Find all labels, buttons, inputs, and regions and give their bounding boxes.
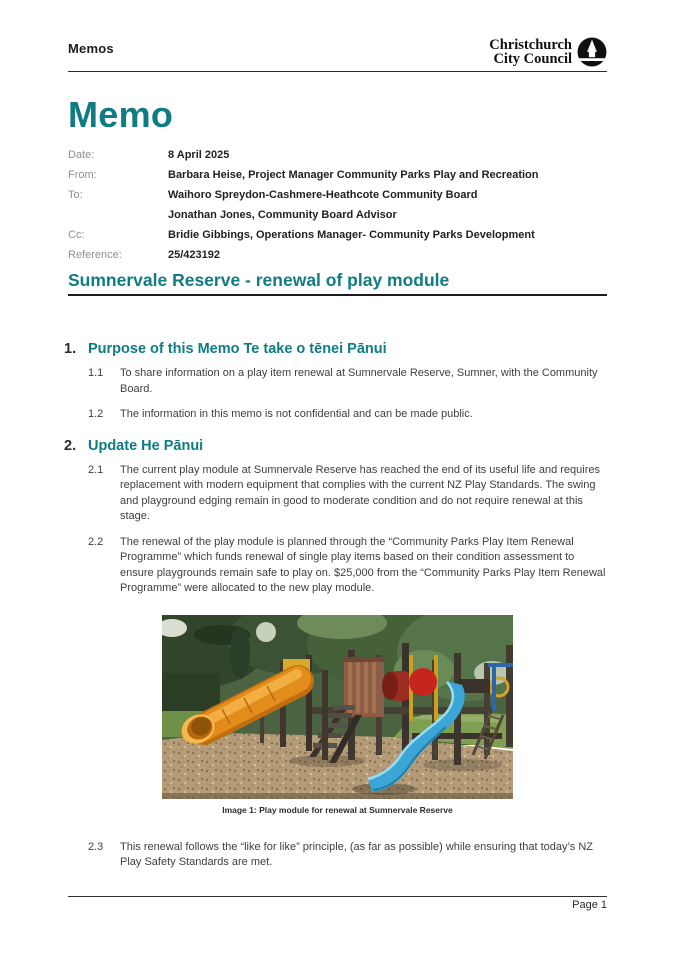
playground-figure: [162, 615, 513, 815]
meta-label-to: To:: [68, 189, 83, 201]
meta-value-date: 8 April 2025: [168, 149, 230, 161]
header-rule: [68, 71, 607, 72]
meta-row-from: [68, 165, 607, 185]
meta-label-cc: Cc:: [68, 229, 85, 241]
item-number: 2.3: [88, 840, 104, 853]
page-footer: [68, 896, 607, 911]
memo-subject: Sumnervale Reserve - renewal of play module: [68, 270, 450, 290]
section-heading: [64, 437, 607, 456]
meta-label-reference: Reference:: [68, 249, 122, 261]
meta-value-from: Barbara Heise, Project Manager Community Parks Play and Recreation: [168, 169, 539, 181]
meta-value-to-line1: Waihoro Spreydon-Cashmere-Heathcote Community Board: [168, 189, 478, 201]
section-update: [64, 437, 607, 871]
meta-value-to-line2: Jonathan Jones, Community Board Advisor: [168, 209, 397, 221]
memo-meta: [68, 145, 607, 265]
ccc-logo-icon: [577, 37, 607, 67]
page-number: Page 1: [572, 899, 607, 911]
section-number: 2.: [64, 437, 77, 454]
item-text: To share information on a play item renewal at Sumnervale Reserve, Sumner, with the Community Board.: [120, 367, 598, 395]
memo-item-2-1: [88, 463, 607, 525]
meta-value-reference: 25/423192: [168, 249, 220, 261]
meta-row-to: [68, 185, 607, 225]
ccc-logo: [489, 37, 607, 67]
playground-photo: [162, 615, 513, 799]
item-number: 2.2: [88, 535, 104, 548]
meta-label-from: From:: [68, 169, 97, 181]
item-text: The renewal of the play module is planned through the “Community Parks Play Item Renewal Programme” which funds renewal of single play items based on their condition assessment to ensure playgrounds remain safe to play on. $25,000 from the “Community Parks Play Item Renewal Programme” were allocated to the new play module.: [120, 535, 606, 594]
running-header-title: Memos: [68, 41, 114, 56]
subject-rule: [68, 294, 607, 296]
item-number: 1.1: [88, 367, 104, 379]
section-title: Update He Pānui: [88, 437, 204, 454]
item-text: This renewal follows the “like for like” principle, (as far as possible) while ensuring that today’s NZ Play Safety Standards are met.: [120, 840, 593, 868]
ccc-logo-text: [489, 39, 572, 66]
footer-rule: [68, 896, 607, 897]
running-header: [68, 0, 607, 71]
ccc-logo-line2: City Council: [493, 50, 572, 67]
meta-row-date: [68, 145, 607, 165]
item-number: 1.2: [88, 408, 104, 420]
item-text: The information in this memo is not confidential and can be made public.: [120, 408, 473, 420]
section-number: 1.: [64, 341, 77, 357]
meta-row-cc: [68, 225, 607, 245]
section-title: Purpose of this Memo Te take o tēnei Pānui: [88, 341, 387, 357]
meta-value-cc: Bridie Gibbings, Operations Manager- Community Parks Development: [168, 229, 535, 241]
figure-caption: Image 1: Play module for renewal at Sumnervale Reserve: [222, 804, 453, 815]
memo-item-1-2: [88, 407, 607, 423]
section-purpose: [64, 340, 607, 423]
memo-item-2-3: [88, 840, 607, 871]
meta-row-reference: [68, 245, 607, 265]
section-heading: [64, 340, 607, 359]
memo-item-2-2: [88, 535, 607, 597]
meta-value-to: [168, 185, 477, 225]
meta-label-date: Date:: [68, 149, 95, 161]
item-number: 2.1: [88, 463, 104, 476]
ccc-logo-line1: Christchurch: [489, 37, 572, 53]
memo-title: Memo: [68, 94, 174, 135]
item-text: The current play module at Sumnervale Reserve has reached the end of its useful life and requires replacement with modern equipment that complies with the current NZ Play Standards. The swing and playground edging remain in good to moderate condition and do not require renewal at this stage.: [120, 463, 600, 522]
memo-item-1-1: [88, 366, 607, 397]
